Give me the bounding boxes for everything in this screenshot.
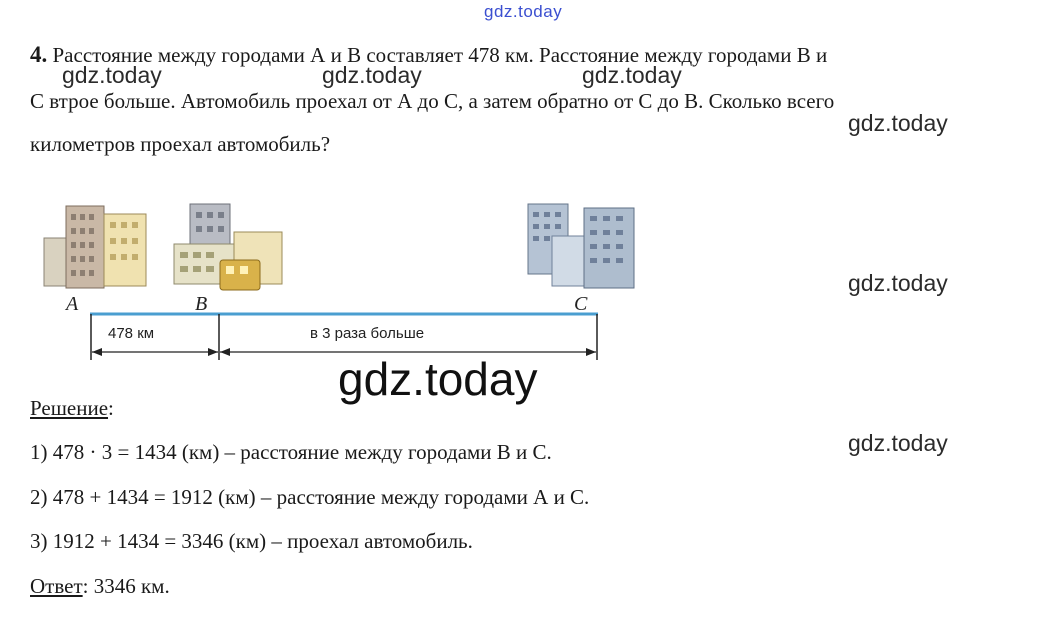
problem-number: 4. <box>30 42 48 67</box>
city-a-buildings-icon <box>44 206 146 288</box>
watermark: gdz.today <box>848 270 948 296</box>
solution-step-1: 1) 478 · 3 = 1434 (км) – расстояние между городами В и С. <box>30 440 552 464</box>
solution-heading <box>30 396 114 421</box>
solution-step-3: 3) 1912 + 1434 = 3346 (км) – проехал автомобиль. <box>30 529 473 553</box>
problem-text: Расстояние между городами А и В составляет 478 км. Расстояние между городами В и <box>52 43 828 67</box>
solution-step-2: 2) 478 + 1434 = 1912 (км) – расстояние между городами А и С. <box>30 485 590 509</box>
answer-value: : 3346 км. <box>82 574 170 598</box>
city-c-buildings-icon <box>528 204 634 288</box>
solution-heading-label: Решение <box>30 396 109 420</box>
solution-heading-colon: : <box>108 396 114 420</box>
watermark: gdz.today <box>62 62 162 88</box>
watermark: gdz.today <box>582 62 682 88</box>
point-label-c: C <box>574 293 588 315</box>
answer-label: Ответ <box>30 574 83 598</box>
watermark-large: gdz.today <box>338 353 538 405</box>
watermark: gdz.today <box>848 430 948 456</box>
problem-line-2: С втрое больше. Автомобиль проехал от А до С, а затем обратно от С до В. Сколько всего <box>30 89 835 113</box>
answer <box>30 574 170 599</box>
watermark: gdz.today <box>322 62 422 88</box>
point-label-a: A <box>66 293 79 315</box>
point-label-b: B <box>195 293 208 315</box>
watermark-top: gdz.today <box>484 2 563 21</box>
segment-bc-label: в 3 раза больше <box>310 325 425 342</box>
segment-ab-label: 478 км <box>108 325 155 342</box>
watermark: gdz.today <box>848 110 948 136</box>
problem-line-3: километров проехал автомобиль? <box>30 132 331 156</box>
city-b-buildings-icon <box>174 204 282 290</box>
